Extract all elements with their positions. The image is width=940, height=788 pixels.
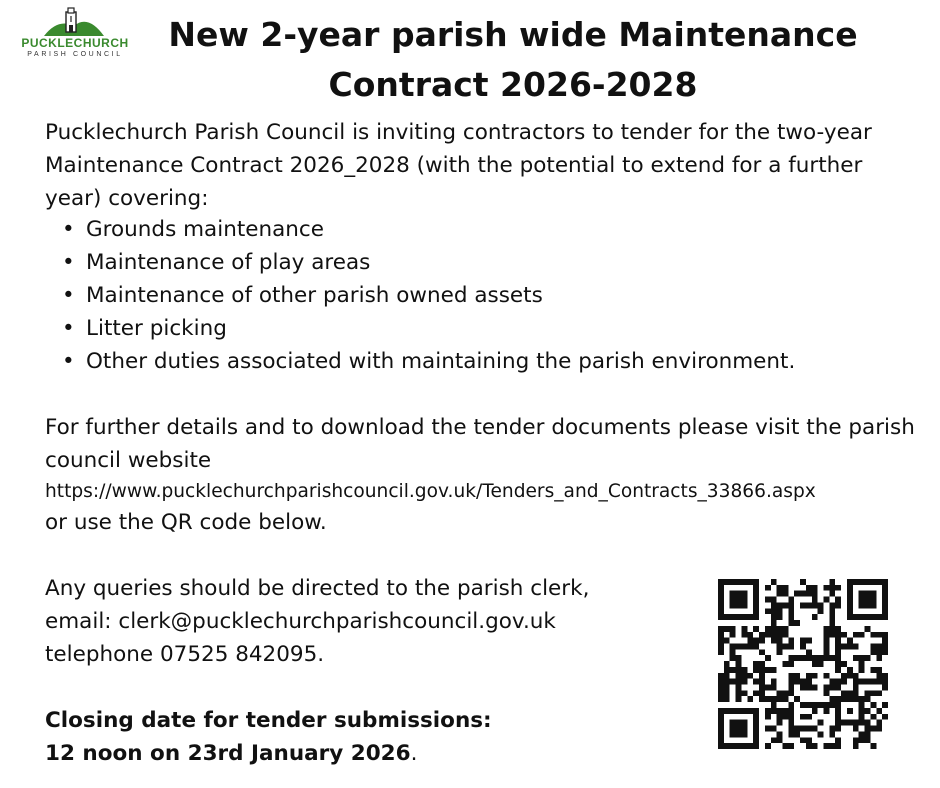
- contact-email[interactable]: email: clerk@pucklechurchparishcouncil.gov.uk: [45, 609, 556, 634]
- contact-intro: Any queries should be directed to the parish clerk,: [45, 576, 590, 601]
- contact-block: [45, 572, 589, 671]
- list-item: • Grounds maintenance: [62, 217, 324, 242]
- list-item-text: Grounds maintenance: [86, 217, 324, 242]
- intro-paragraph: Pucklechurch Parish Council is inviting contractors to tender for the two-year Maintenance Contract 2026_2028 (with the potential to extend for a further year) covering:: [45, 120, 872, 211]
- logo-subtitle: PARISH COUNCIL: [27, 51, 123, 58]
- details-paragraph: For further details and to download the tender documents please visit the parish council website: [45, 415, 915, 473]
- services-list: [62, 213, 795, 378]
- list-item: • Litter picking: [62, 316, 227, 341]
- parish-council-logo: [16, 6, 134, 62]
- tender-url-link[interactable]: https://www.pucklechurchparishcouncil.gov.uk/Tenders_and_Contracts_33866.aspx: [45, 481, 816, 502]
- logo-name: PUCKLECHURCH: [21, 36, 129, 50]
- closing-label: Closing date for tender submissions:: [45, 708, 492, 733]
- list-item-text: Other duties associated with maintaining the parish environment.: [86, 349, 796, 374]
- closing-date: 12 noon on 23rd January 2026: [45, 741, 411, 766]
- qr-instruction: or use the QR code below.: [45, 510, 327, 535]
- closing-date-block: [45, 704, 492, 770]
- qr-code-icon[interactable]: [718, 579, 888, 749]
- list-item-text: Maintenance of other parish owned assets: [86, 283, 543, 308]
- list-item: • Maintenance of play areas: [62, 250, 371, 275]
- list-item: • Maintenance of other parish owned assets: [62, 283, 543, 308]
- page-title: [150, 10, 876, 110]
- title-line-2: Contract 2026-2028: [328, 65, 698, 104]
- list-item: • Other duties associated with maintaining the parish environment.: [62, 349, 796, 374]
- contact-telephone: telephone 07525 842095.: [45, 642, 325, 667]
- closing-period: .: [410, 741, 418, 766]
- church-tree-icon: [44, 6, 104, 36]
- list-item-text: Maintenance of play areas: [86, 250, 371, 275]
- list-item-text: Litter picking: [86, 316, 227, 341]
- title-line-1: New 2-year parish wide Maintenance: [168, 15, 858, 54]
